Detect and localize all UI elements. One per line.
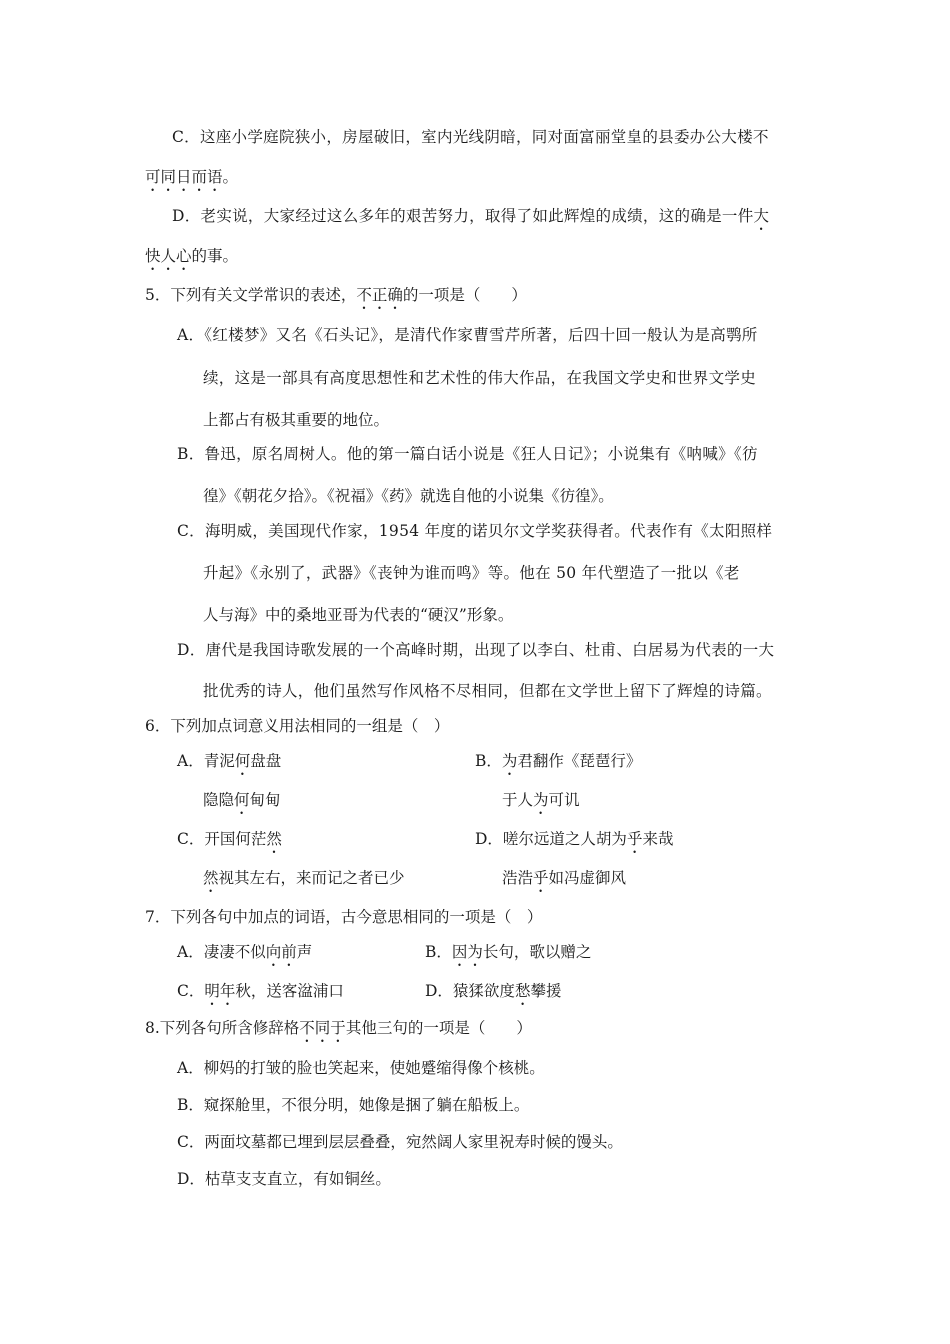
text: A．凄凄不似: [177, 943, 266, 961]
q8-stem: [145, 1017, 532, 1046]
text: D．老实说，大家经过这么多年的艰苦努力，取得了如此辉煌的成绩，这的确是一件: [172, 207, 754, 225]
q5-option-a-line2: 续，这是一部具有高度思想性和艺术性的伟大作品，在我国文学史和世界文学史: [203, 369, 757, 387]
emphasized-char: 为: [533, 791, 549, 809]
text: D．嗟尔远道之人胡为: [475, 830, 627, 848]
text: B．: [425, 943, 452, 961]
text: 的事。: [191, 247, 239, 265]
text: 视其左右，来而记之者已少: [218, 869, 405, 887]
emphasized-char: 愁: [514, 982, 531, 1000]
emphasized-phrase: 明年: [204, 982, 236, 1000]
emphasized-char: 乎: [533, 869, 549, 887]
text: 甸甸: [249, 791, 281, 809]
q5-option-c-line3: 人与海》中的桑地亚哥为代表的“硬汉”形象。: [203, 606, 514, 624]
q4-option-c-line2: [145, 166, 238, 195]
emphasized-char: 大: [753, 207, 770, 225]
q6-option-c-line2: [203, 867, 405, 896]
text: 攀援: [530, 982, 562, 1000]
q7-option-d: [425, 980, 561, 1009]
text: 其他三句的一项是（ ）: [345, 1019, 532, 1037]
text: C．开国何茫: [177, 830, 267, 848]
q7-option-c: [177, 980, 344, 1009]
q6-option-a-line2: [203, 789, 281, 818]
q5-option-d-line1: D．唐代是我国诗歌发展的一个高峰时期，出现了以李白、杜甫、白居易为代表的一大: [177, 641, 775, 659]
emphasized-phrase: 因为: [451, 943, 483, 961]
q8-option-a: A．柳妈的打皱的脸也笑起来，使她蹙缩得像个核桃。: [177, 1059, 545, 1077]
q5-option-b-line1: B．鲁迅，原名周树人。他的第一篇白话小说是《狂人日记》；小说集有《呐喊》《彷: [177, 445, 758, 463]
emphasized-char: 乎: [626, 830, 643, 848]
q6-option-b-line2: [502, 789, 580, 818]
text: 君翻作《琵琶行》: [517, 752, 642, 770]
q5-option-b-line2: 徨》《朝花夕拾》。《祝福》《药》就选自他的小说集《彷徨》。: [203, 487, 614, 505]
q4-option-c-line1: C．这座小学庭院狭小，房屋破旧，室内光线阴暗，同对面富丽堂皇的县委办公大楼不: [172, 128, 769, 146]
text: 秋，送客湓浦口: [235, 982, 344, 1000]
q5-option-a-line3: 上都占有极其重要的地位。: [203, 411, 390, 429]
q4-option-d-line2: [145, 245, 238, 274]
text: 盘盘: [250, 752, 282, 770]
text: C．: [177, 982, 205, 1000]
q6-stem: 6．下列加点词意义用法相同的一组是（ ）: [145, 717, 450, 735]
text: D．猿猱欲度: [425, 982, 515, 1000]
q6-option-c-line1: [177, 828, 282, 857]
text: 可讥: [548, 791, 580, 809]
text: 来哉: [642, 830, 674, 848]
emphasized-char: 何: [234, 791, 250, 809]
q5-option-c-line1: C．海明威，美国现代作家，1954 年度的诺贝尔文学奖获得者。代表作有《太阳照样: [177, 522, 773, 540]
text: 8.下列各句所含修辞格: [145, 1019, 300, 1037]
q5-option-a-line1: A．《红楼梦》又名《石头记》，是清代作家曹雪芹所著，后四十回一般认为是高鹗所: [177, 326, 758, 344]
q8-option-b: B．窥探舱里，不很分明，她像是捆了躺在船板上。: [177, 1096, 530, 1114]
q4-option-d-line1: [172, 205, 769, 234]
text: 如冯虚御风: [548, 869, 627, 887]
emphasized-char: 何: [234, 752, 251, 770]
text: 的一项是（ ）: [402, 286, 527, 304]
emphasized-char: 为: [501, 752, 518, 770]
text: 5．下列有关文学常识的表述，: [145, 286, 357, 304]
q7-stem: 7．下列各句中加点的词语，古今意思相同的一项是（ ）: [145, 908, 543, 926]
text: B．: [475, 752, 502, 770]
text: 声: [296, 943, 313, 961]
text: 。: [222, 168, 239, 186]
q6-option-d-line2: [502, 867, 626, 896]
emphasized-phrase: 可同日而语: [145, 168, 223, 186]
emphasized-phrase: 向前: [265, 943, 297, 961]
emphasized-phrase: 快人心: [145, 247, 192, 265]
emphasized-char: 然: [266, 830, 282, 848]
text: A．青泥: [177, 752, 235, 770]
text: 长句，歌以赠之: [482, 943, 592, 961]
emphasized-char: 然: [203, 869, 219, 887]
q7-option-a: [177, 941, 312, 970]
q8-option-d: D．枯草支支直立，有如铜丝。: [177, 1170, 391, 1188]
q5-option-d-line2: 批优秀的诗人，他们虽然写作风格不尽相同，但都在文学世上留下了辉煌的诗篇。: [203, 682, 772, 700]
q5-stem: [145, 284, 527, 313]
emphasized-phrase: 不正确: [356, 286, 403, 304]
text: 于人: [502, 791, 534, 809]
q5-option-c-line2: 升起》《永别了，武器》《丧钟为谁而鸣》等。他在 50 年代塑造了一批以《老: [203, 564, 740, 582]
text: 隐隐: [203, 791, 235, 809]
emphasized-phrase: 不同于: [299, 1019, 346, 1037]
q6-option-b-line1: [475, 750, 641, 779]
q6-option-d-line1: [475, 828, 673, 857]
q7-option-b: [425, 941, 591, 970]
q6-option-a-line1: [177, 750, 281, 779]
q8-option-c: C．两面坟墓都已埋到层层叠叠，宛然阔人家里祝寿时候的馒头。: [177, 1133, 623, 1151]
text: 浩浩: [502, 869, 534, 887]
